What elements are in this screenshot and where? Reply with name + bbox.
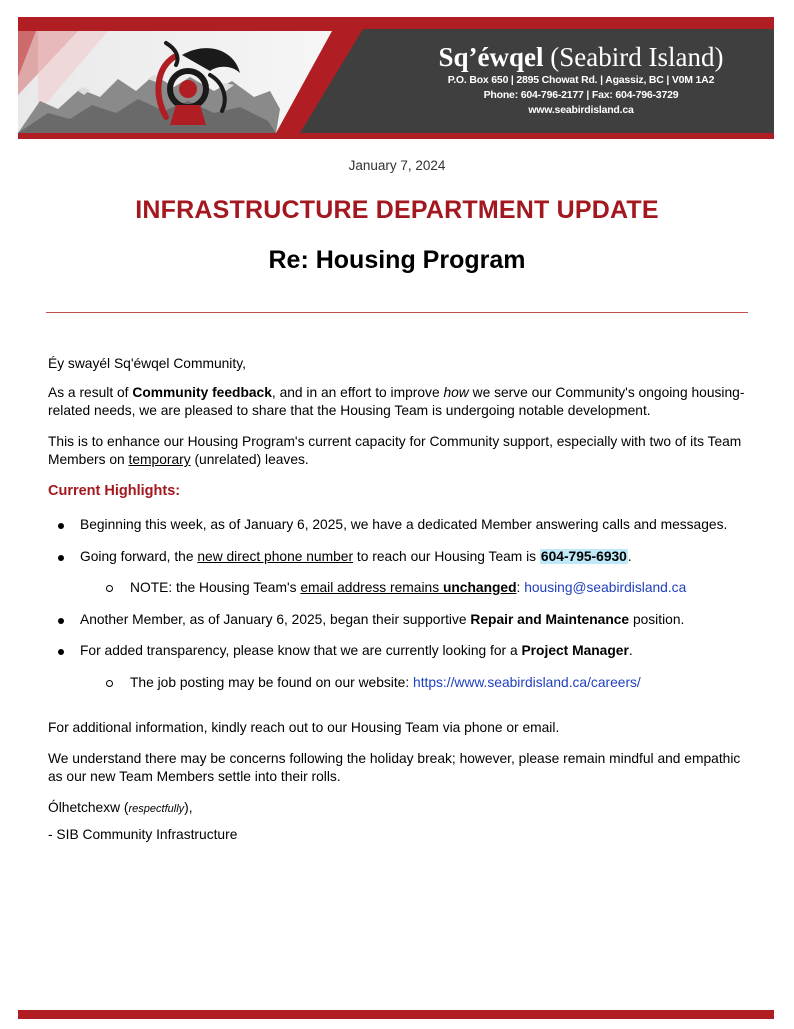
phone-fax-line: Phone: 604-796-2177 | Fax: 604-796-3729	[483, 89, 679, 101]
letter-body	[48, 355, 748, 845]
seabird-logo-icon	[136, 35, 246, 131]
list-item: The job posting may be found on our website: https://www.seabirdisland.ca/careers/	[48, 674, 748, 693]
document-title: INFRASTRUCTURE DEPARTMENT UPDATE	[135, 196, 659, 224]
organization-name: Sq’éwqel (Seabird Island)	[438, 42, 724, 72]
highlights-list	[48, 516, 748, 692]
website-line: www.seabirdisland.ca	[528, 104, 634, 116]
sub-bullet-icon	[106, 585, 113, 592]
list-item: Going forward, the new direct phone number to reach our Housing Team is 604-795-6930.	[48, 548, 748, 567]
address-line: P.O. Box 650 | 2895 Chowat Rd. | Agassiz, BC | V0M 1A2	[447, 74, 715, 86]
bullet-icon	[58, 555, 64, 561]
paragraph-concerns: We understand there may be concerns following the holiday break; however, please remain mindful and empathic as our new Team Members settle into their rolls.	[48, 750, 741, 784]
list-item: Another Member, as of January 6, 2025, began their supportive Repair and Maintenance position.	[48, 611, 748, 630]
bullet-icon	[58, 618, 64, 624]
phone-number-highlight: 604-795-6930	[540, 548, 627, 564]
bullet-icon	[58, 649, 64, 655]
letterhead-banner	[18, 17, 774, 139]
sub-bullet-icon	[106, 680, 113, 687]
list-item: Beginning this week, as of January 6, 2025, we have a dedicated Member answering calls and messages.	[48, 516, 748, 535]
highlights-heading: Current Highlights:	[48, 482, 181, 499]
paragraph-contact: For additional information, kindly reach out to our Housing Team via phone or email.	[48, 720, 560, 735]
signature: - SIB Community Infrastructure	[48, 827, 238, 842]
list-item: NOTE: the Housing Team's email address remains unchanged: housing@seabirdisland.ca	[48, 579, 748, 598]
closing: Ólhetchexw (respectfully),	[48, 799, 193, 815]
email-link[interactable]: housing@seabirdisland.ca	[524, 580, 687, 595]
divider-rule	[46, 312, 748, 313]
greeting: Éy swayél Sq'éwqel Community,	[48, 356, 246, 371]
paragraph-capacity: This is to enhance our Housing Program's current capacity for Community support, especially with two of its Team Members on temporary (unrelated) leaves.	[48, 433, 742, 467]
footer-bar	[18, 1010, 774, 1019]
careers-link[interactable]: https://www.seabirdisland.ca/careers/	[413, 674, 641, 690]
document-subtitle: Re: Housing Program	[268, 246, 526, 274]
list-item: For added transparency, please know that we are currently looking for a Project Manager.	[48, 642, 748, 661]
letter-date: January 7, 2024	[348, 158, 446, 173]
paragraph-feedback: As a result of Community feedback, and in an effort to improve how we serve our Community's ongoing housing-related needs, we are pleased to share that the Housing Team is undergoing notable development.	[48, 384, 745, 418]
letterhead-text	[388, 41, 774, 118]
bullet-icon	[58, 523, 64, 529]
